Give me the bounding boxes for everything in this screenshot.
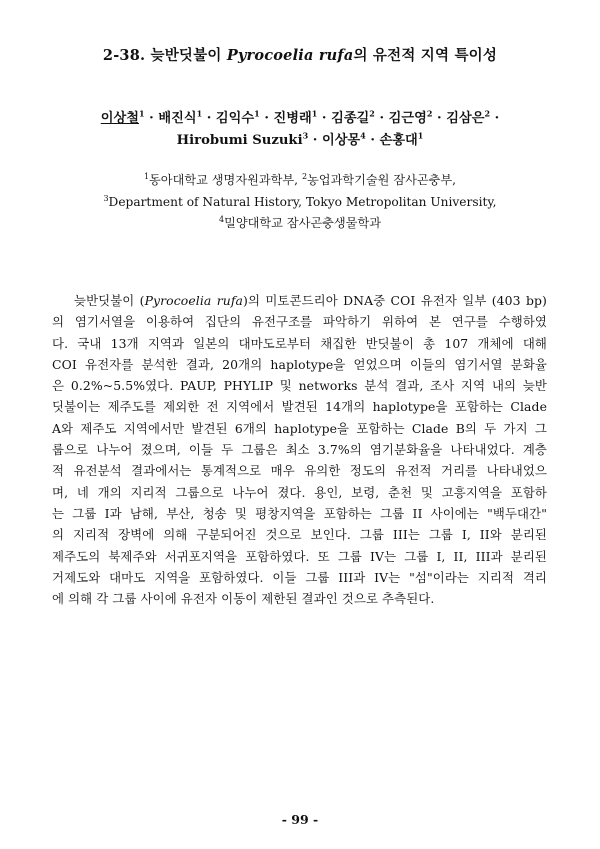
- affiliation-line-3: [40, 213, 560, 235]
- affiliation-sup: 2: [301, 171, 308, 181]
- author-sup: 2: [484, 108, 491, 119]
- author-name: 진병래: [273, 111, 312, 126]
- abstract-line: 제주도의 북제주와 서귀포지역을 포함하였다. 또 그룹 IV는 그룹 I, II, III과 분리된: [52, 548, 547, 564]
- affiliation-text: 밀양대학교 잠사곤충생물학과: [224, 216, 382, 230]
- abstract-line: 거제도와 대마도 지역을 포함하였다. 이들 그룹 III과 IV는 "섬"이라는 지리적 격리: [52, 569, 547, 585]
- author-name: 김근영: [388, 111, 427, 126]
- abstract-line: 는 그룹 I과 남해, 부산, 청송 및 평창지역을 포함하는 그룹 II 사이에는 "백두대간": [52, 505, 547, 521]
- affiliation-text: 농업과학기술원 잠사곤충부,: [307, 173, 457, 187]
- author-name: Hirobumi Suzuki: [176, 133, 303, 148]
- abstract-line: 룹으로 나누어 졌으며, 이들 두 그룹은 최소 3.7%의 염기분화율을 나타내었다. 계층: [52, 442, 547, 458]
- abstract-line: [52, 290, 547, 311]
- abstract-line: 의 지리적 장벽에 의해 구분되어진 것으로 보인다. 그룹 III는 그룹 I, II와 분리된: [52, 527, 547, 543]
- page-number: - 99 -: [281, 812, 319, 827]
- title-post: 의 유전적 지역 특이성: [353, 47, 498, 64]
- paper-title: [0, 44, 600, 65]
- author-sup: 1: [138, 108, 145, 119]
- abstract-line: 다. 국내 13개 지역과 일본의 대마도로부터 채집한 반딧불이 총 107 개체에 대해: [52, 335, 547, 351]
- author-separator: ·: [437, 111, 442, 126]
- abstract-line: 은 0.2%~5.5%였다. PAUP, PHYLIP 및 networks 분석 결과, 조사 지역 내의 늦반: [52, 378, 547, 394]
- abstract-line: 의 염기서열을 이용하여 집단의 유전구조를 파악하기 위하여 본 연구를 수행하였: [52, 314, 547, 330]
- abstract-line: 딧불이는 제주도를 제외한 전 지역에서 발견된 14개의 haplotype을 포함하는 Clade: [52, 399, 547, 415]
- abstract-text: )의 미토콘드리아 DNA중 COI 유전자 일부 (403 bp): [243, 293, 547, 308]
- affiliation-text: 동아대학교 생명자원과학부,: [149, 173, 302, 187]
- author-sup: 4: [360, 130, 366, 141]
- abstract-line: 에 의해 각 그룹 사이에 유전자 이동이 제한된 결과인 것으로 추측된다.: [52, 591, 435, 607]
- author-sup: 3: [302, 130, 309, 141]
- affiliation-line-1: [40, 170, 560, 192]
- title-species: Pyrocoelia rufa: [226, 47, 354, 64]
- title-number: 2-38.: [102, 47, 146, 64]
- author-sup: 2: [426, 108, 433, 119]
- affiliation-line-2: [40, 192, 560, 214]
- author-separator: ·: [494, 111, 500, 126]
- author-name: 김종길: [331, 111, 370, 126]
- abstract-line: 며, 네 개의 지리적 그룹으로 나누어 졌다. 용인, 보령, 춘천 및 고흥지역을 포함하: [52, 484, 547, 500]
- author-separator: ·: [264, 111, 269, 126]
- author-list: [40, 108, 560, 152]
- author-line-1: [40, 108, 560, 130]
- author-sup: 1: [254, 108, 260, 119]
- author-sup: 1: [311, 108, 318, 119]
- author-name: 손홍대: [379, 133, 418, 148]
- affiliation-sup: 1: [143, 171, 150, 181]
- author-name: 이상몽: [321, 133, 361, 148]
- abstract-text: 늦반딧불이 (: [74, 293, 145, 308]
- author-separator: ·: [312, 133, 318, 148]
- author-sup: 1: [196, 108, 203, 119]
- affiliation-list: [40, 170, 560, 235]
- affiliation-sup: 3: [103, 193, 109, 203]
- author-separator: ·: [149, 111, 154, 126]
- author-name: 이상철: [100, 111, 139, 126]
- author-sup: 2: [369, 108, 375, 119]
- author-separator: ·: [379, 111, 385, 126]
- author-sup: 1: [417, 130, 424, 141]
- author-name: 김삼은: [446, 111, 485, 126]
- author-separator: ·: [321, 111, 327, 126]
- affiliation-sup: 4: [218, 214, 225, 224]
- author-name: 배진식: [158, 111, 197, 126]
- abstract-line: A와 제주도 지역에서만 발견된 6개의 haplotype을 포함하는 Clade B의 두 가지 그: [52, 420, 547, 436]
- author-name: 김익수: [215, 111, 255, 126]
- title-pre: 늦반딧불이: [150, 47, 222, 64]
- author-separator: ·: [370, 133, 375, 148]
- abstract-body: [52, 290, 547, 609]
- abstract-line: COI 유전자를 분석한 결과, 20개의 haplotype을 얻었으며 이들의 염기서열 분화율: [52, 356, 547, 372]
- abstract-species: Pyrocoelia rufa: [144, 293, 244, 308]
- abstract-line: 적 유전분석 결과에서는 통계적으로 매우 유의한 정도의 유전적 거리를 나타내었으: [52, 463, 547, 479]
- affiliation-text: Department of Natural History, Tokyo Metropolitan University,: [108, 194, 497, 209]
- author-separator: ·: [206, 111, 212, 126]
- author-line-2: [40, 130, 560, 152]
